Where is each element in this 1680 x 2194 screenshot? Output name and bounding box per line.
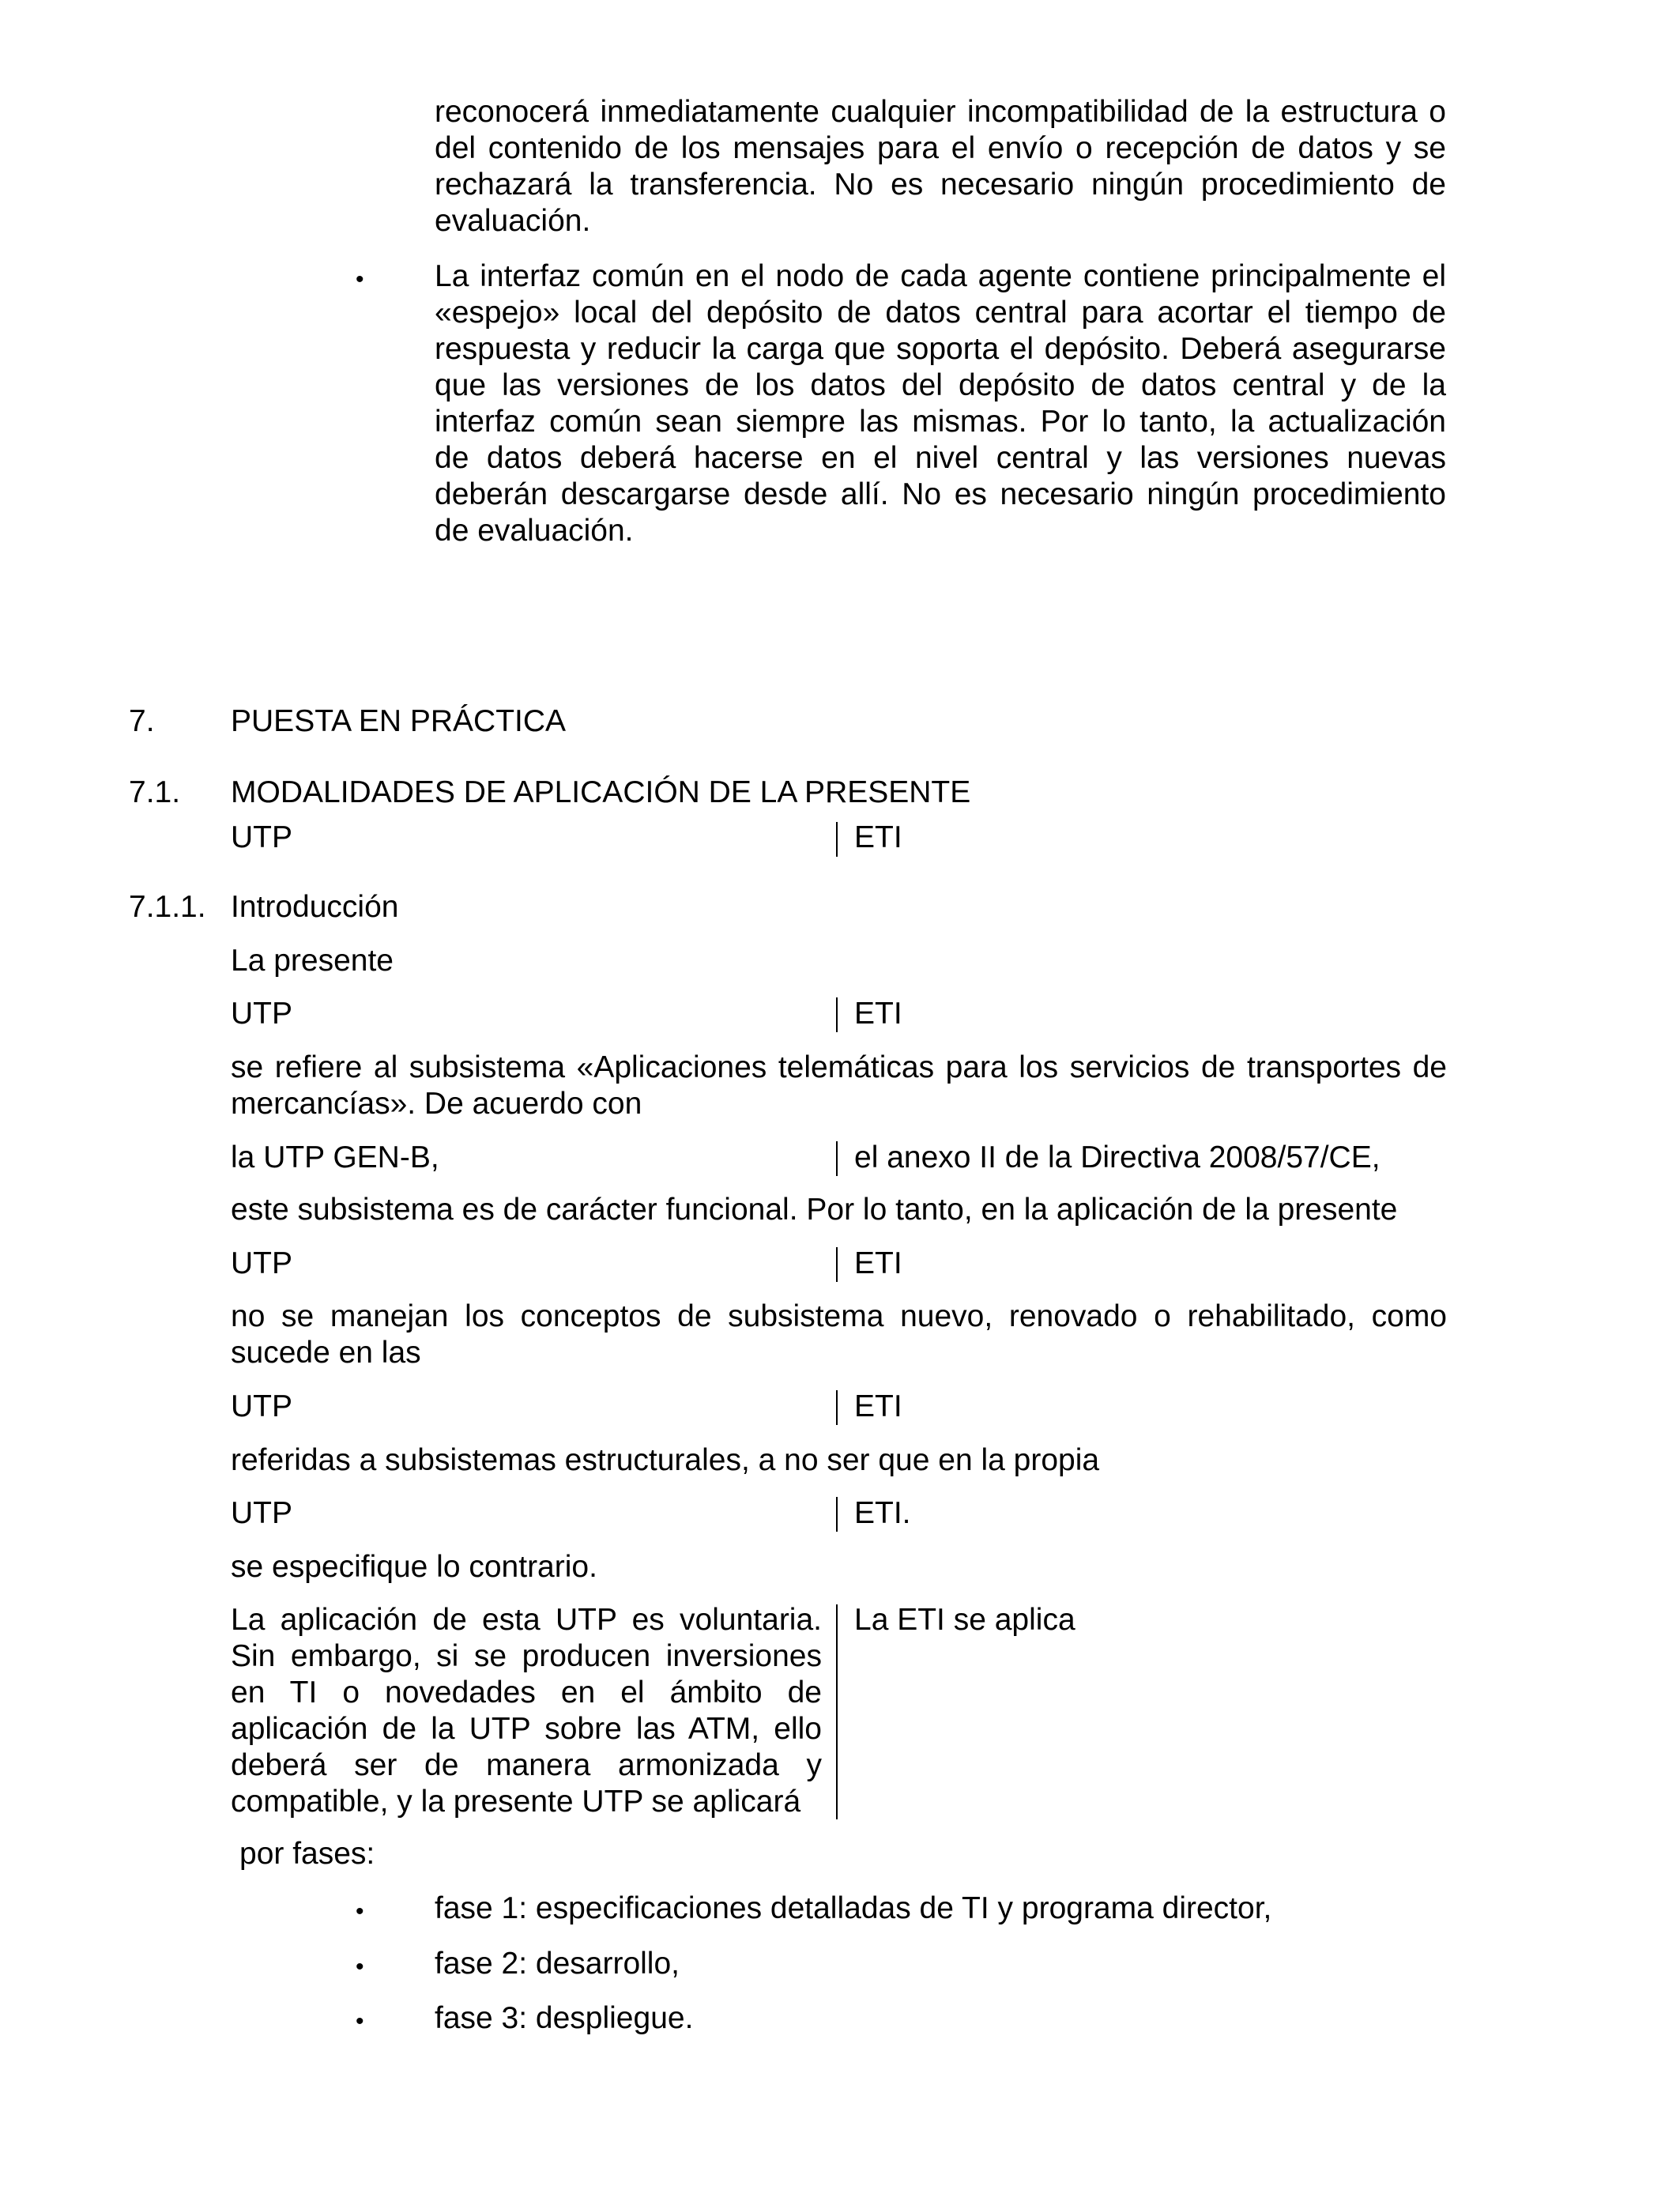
body-text: se especifique lo contrario. <box>231 1550 597 1584</box>
body-paragraph <box>231 1050 1447 1122</box>
text-line: deberán descargarse desde allí. No es necesario ningún procedimiento <box>435 477 1446 511</box>
text-line: sucede en las <box>231 1336 421 1370</box>
text-line: «espejo» local del depósito de datos central para acortar el tiempo de <box>435 296 1446 330</box>
split-left-text: UTP <box>231 1389 292 1423</box>
text-line: en TI o novedades en el ámbito de <box>231 1676 822 1710</box>
text-line: rechazará la transferencia. No es necesario ningún procedimiento de <box>435 168 1446 202</box>
split-right-text: el anexo II de la Directiva 2008/57/CE, <box>854 1140 1381 1174</box>
text-line: La aplicación de esta UTP es voluntaria. <box>231 1603 822 1637</box>
section-7-1-number: 7.1. <box>129 775 181 809</box>
bullet-icon: • <box>356 2008 364 2034</box>
text-line: reconocerá inmediatamente cualquier incompatibilidad de la estructura o <box>435 95 1446 129</box>
section-7-1-1-number: 7.1.1. <box>129 890 206 924</box>
text-line: de datos deberá hacerse en el nivel central y las versiones nuevas <box>435 441 1446 475</box>
section-7-1-heading: MODALIDADES DE APLICACIÓN DE LA PRESENTE <box>231 775 971 809</box>
column-divider <box>836 1497 838 1532</box>
list-item: fase 2: desarrollo, <box>435 1947 680 1981</box>
text-line: interfaz común sean siempre las mismas. Por lo tanto, la actualización <box>435 405 1446 439</box>
text-line: Sin embargo, si se producen inversiones <box>231 1639 822 1673</box>
split-left-paragraph <box>231 1602 822 1820</box>
split-right-text: ETI <box>854 820 902 854</box>
text-line: La interfaz común en el nodo de cada agente contiene principalmente el <box>435 259 1446 293</box>
body-paragraph <box>231 1299 1447 1371</box>
text-line: que las versiones de los datos del depósito de datos central y de la <box>435 368 1446 402</box>
list-item: fase 1: especificaciones detalladas de TI y programa director, <box>435 1891 1272 1925</box>
text-line: mercancías». De acuerdo con <box>231 1087 642 1121</box>
column-divider <box>836 1390 838 1425</box>
text-line: de evaluación. <box>435 514 634 548</box>
bullet-icon: • <box>356 1898 364 1924</box>
bullet-icon: • <box>356 266 364 292</box>
section-7-number: 7. <box>129 704 155 738</box>
text-line: deberá ser de manera armonizada y <box>231 1748 822 1782</box>
text-line: aplicación de la UTP sobre las ATM, ello <box>231 1712 822 1746</box>
split-left-text: UTP <box>231 820 292 854</box>
split-right-text: ETI. <box>854 1496 911 1530</box>
section-7-1-1-heading: Introducción <box>231 890 399 924</box>
split-left-text: la UTP GEN-B, <box>231 1140 439 1174</box>
body-text: por fases: <box>239 1837 375 1871</box>
column-divider <box>836 1247 838 1282</box>
column-divider <box>836 1604 838 1819</box>
bullet-icon: • <box>356 1954 364 1980</box>
text-line: compatible, y la presente UTP se aplicará <box>231 1785 801 1819</box>
column-divider <box>836 997 838 1032</box>
body-text: referidas a subsistemas estructurales, a no ser que en la propia <box>231 1443 1100 1477</box>
text-line: evaluación. <box>435 204 591 238</box>
list-item: fase 3: despliegue. <box>435 2001 694 2035</box>
continuation-paragraph <box>435 94 1446 239</box>
split-left-text: UTP <box>231 1246 292 1280</box>
split-right-text: La ETI se aplica <box>854 1603 1075 1637</box>
body-text: La presente <box>231 944 394 978</box>
column-divider <box>836 822 838 857</box>
split-left-text: UTP <box>231 997 292 1031</box>
text-line: del contenido de los mensajes para el envío o recepción de datos y se <box>435 131 1446 165</box>
split-right-text: ETI <box>854 1389 902 1423</box>
bullet-paragraph-interfaz <box>435 258 1446 549</box>
split-right-text: ETI <box>854 997 902 1031</box>
section-7-heading: PUESTA EN PRÁCTICA <box>231 704 567 738</box>
text-line: no se manejan los conceptos de subsistema nuevo, renovado o rehabilitado, como <box>231 1299 1447 1333</box>
text-line: respuesta y reducir la carga que soporta el depósito. Deberá asegurarse <box>435 332 1446 366</box>
split-right-text: ETI <box>854 1246 902 1280</box>
text-line: se refiere al subsistema «Aplicaciones telemáticas para los servicios de transportes de <box>231 1050 1447 1084</box>
body-text: este subsistema es de carácter funcional. Por lo tanto, en la aplicación de la presente <box>231 1193 1398 1227</box>
column-divider <box>836 1141 838 1176</box>
split-left-text: UTP <box>231 1496 292 1530</box>
